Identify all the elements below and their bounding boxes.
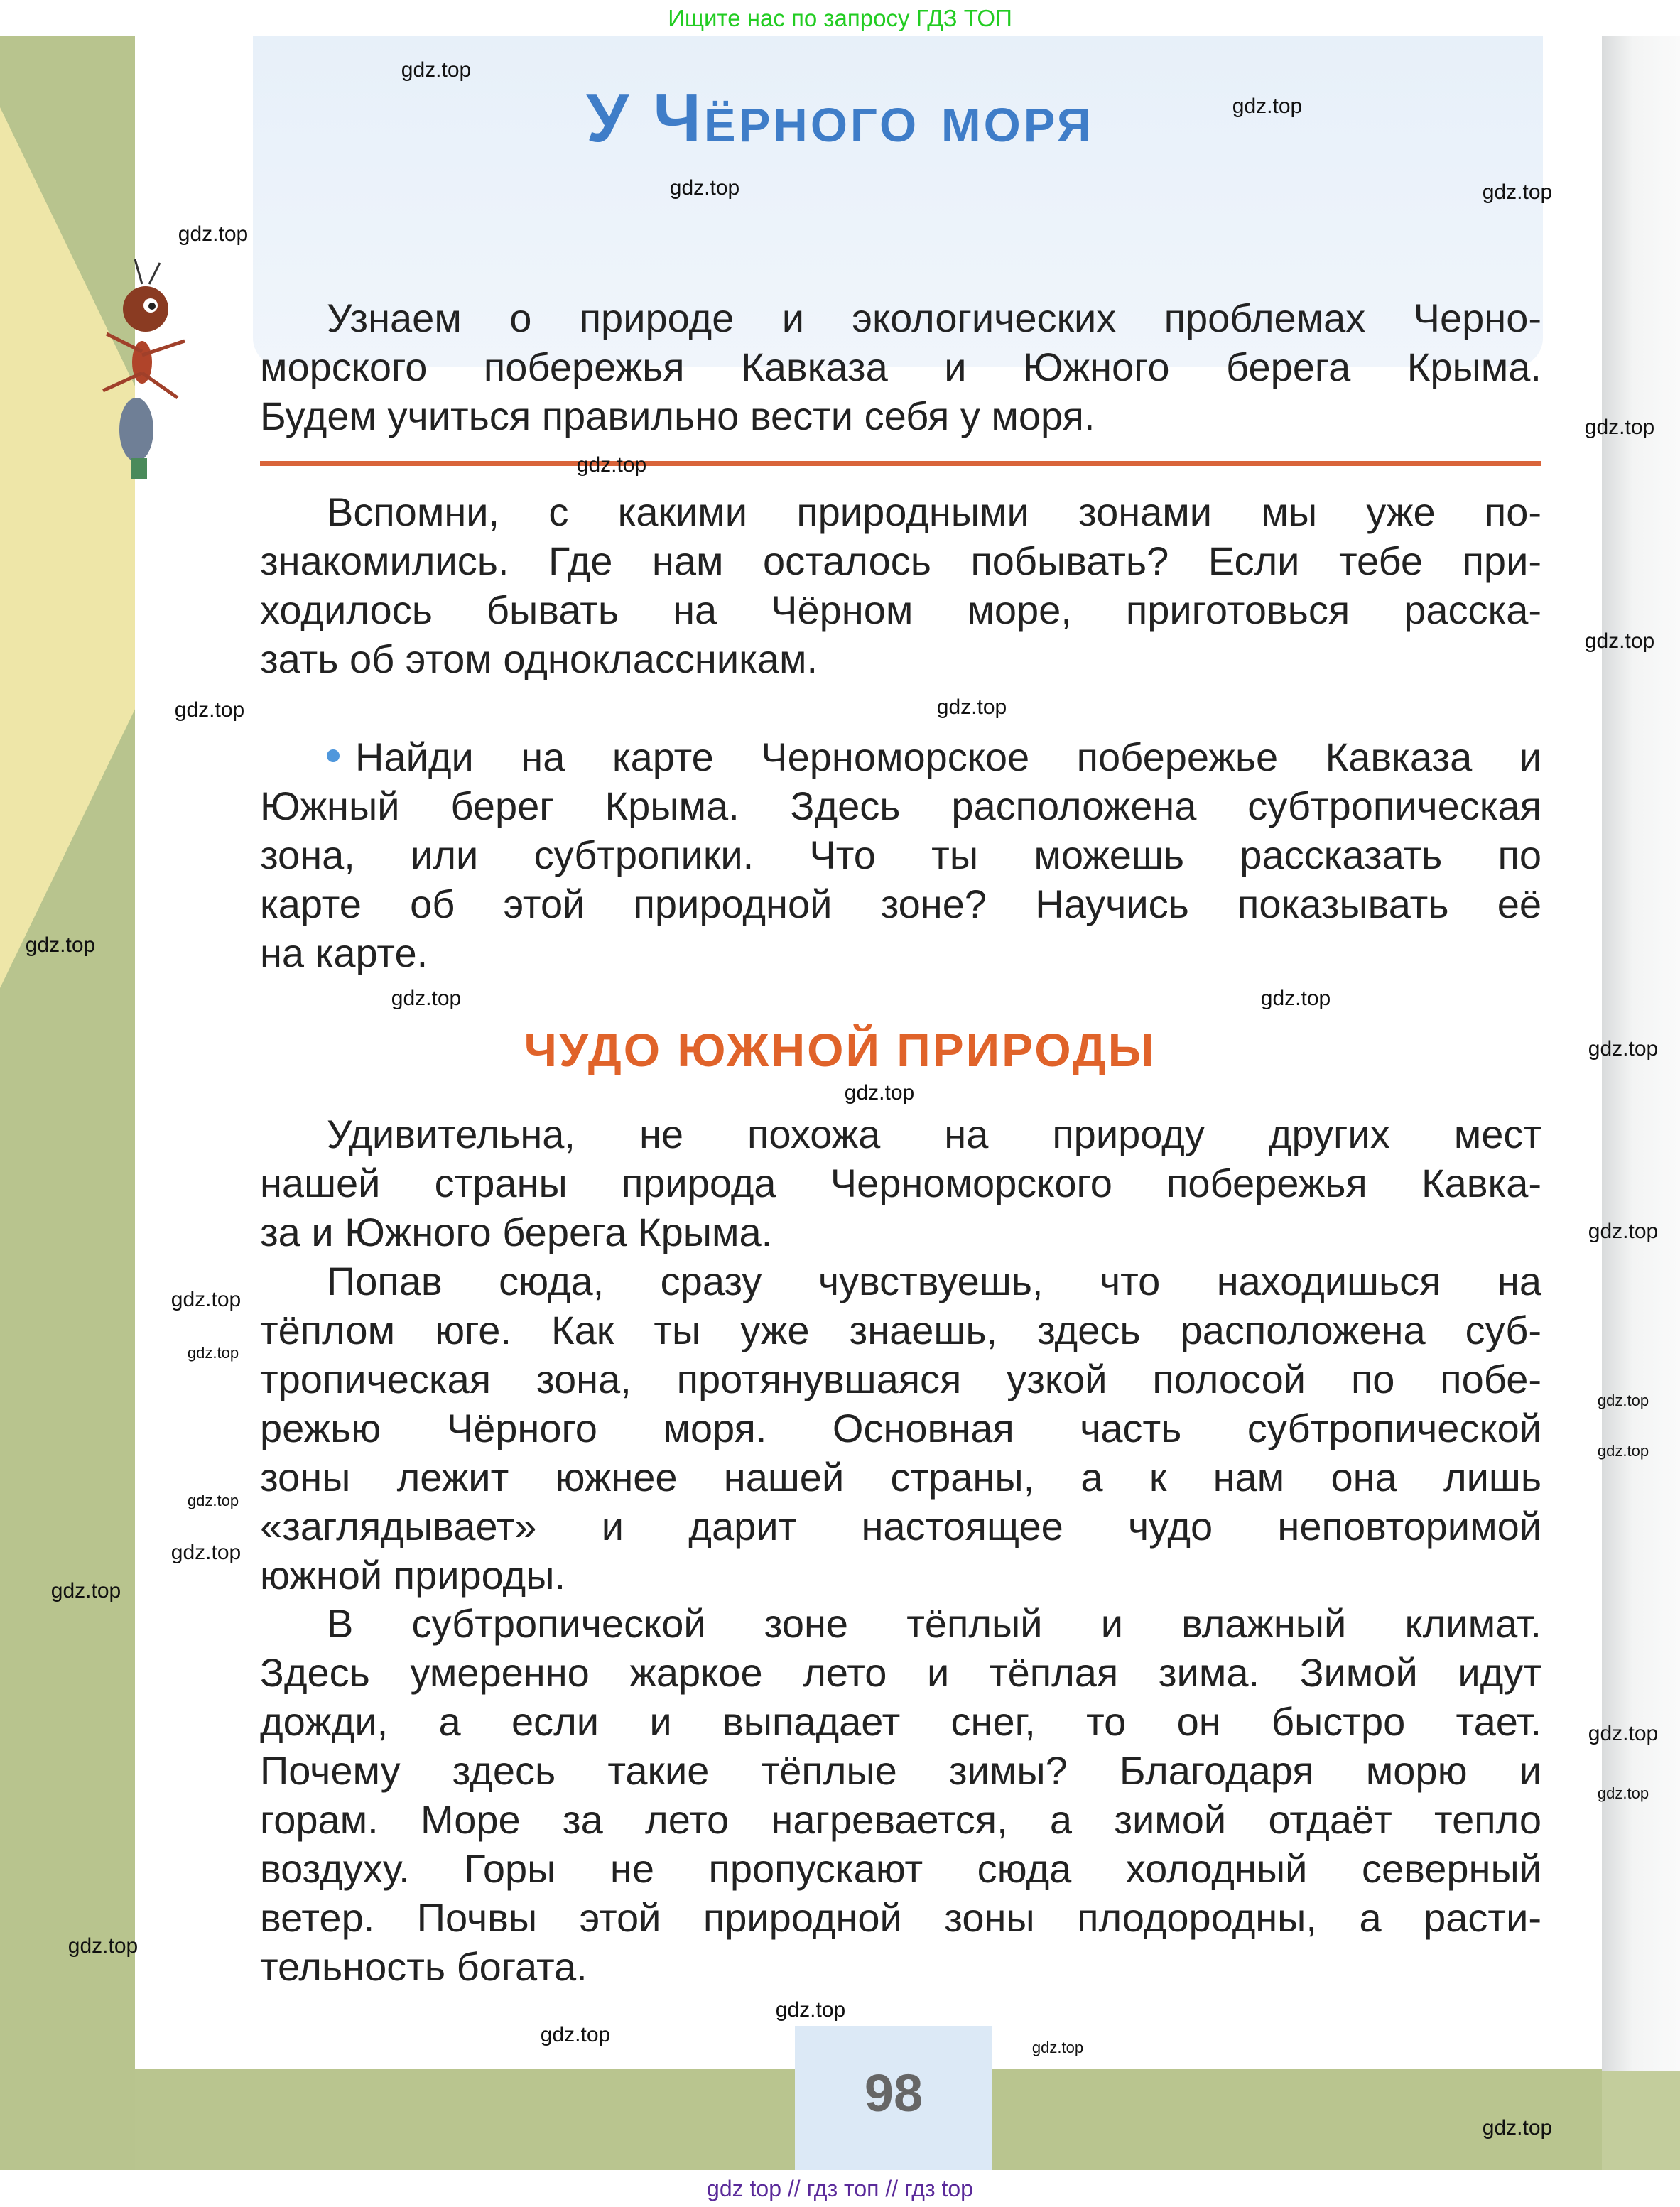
watermark: gdz.top: [1597, 1442, 1649, 1460]
bottom-banner: gdz top // гдз топ // гдз top: [0, 2170, 1680, 2207]
task-first-line: Найди на карте Черноморское побережье Кавказа и: [355, 734, 1541, 779]
watermark: gdz.top: [187, 1492, 239, 1509]
section-divider: [260, 461, 1541, 466]
watermark: gdz.top: [1031, 2039, 1084, 2056]
watermark: gdz.top: [1597, 1392, 1649, 1409]
watermark: gdz.top: [669, 176, 740, 200]
watermark: gdz.top: [174, 698, 245, 722]
text-line: [260, 732, 1541, 781]
watermark: gdz.top: [1584, 416, 1655, 439]
text-line: Здесь умеренно жаркое лето и тёплая зима. Зимой идут: [260, 1650, 1541, 1695]
watermark: gdz.top: [187, 1344, 239, 1362]
watermark: gdz.top: [1588, 1220, 1659, 1243]
text-line: Вспомни, с какими природными зонами мы уже по-: [327, 489, 1541, 534]
text-line: Будем учиться правильно вести себя у моря.: [260, 394, 1095, 438]
text-line: Почему здесь такие тёплые зимы? Благодаря морю и: [260, 1748, 1541, 1793]
text-line: режью Чёрного моря. Основная часть субтропической: [260, 1406, 1541, 1450]
text-line: зоны лежит южнее нашей страны, а к нам она лишь: [260, 1455, 1541, 1500]
watermark: gdz.top: [401, 58, 472, 82]
text-line: зать об этом одноклассникам.: [260, 636, 818, 681]
watermark: gdz.top: [775, 1998, 846, 2022]
text-line: ветер. Почвы этой природной зоны плодородны, а расти-: [260, 1895, 1541, 1940]
text-line: тёплом юге. Как ты уже знаешь, здесь расположена суб-: [260, 1308, 1541, 1352]
page-number-tab: [795, 2026, 992, 2170]
text-line: Южный берег Крыма. Здесь расположена субтропическая: [260, 783, 1541, 828]
text-line: Узнаем о природе и экологических проблемах Черно-: [327, 295, 1541, 340]
text-line: за и Южного берега Крыма.: [260, 1210, 773, 1254]
page-edge: [1602, 36, 1680, 2170]
watermark: gdz.top: [844, 1081, 915, 1105]
text-line: тельность богата.: [260, 1944, 587, 1989]
text-line: знакомились. Где нам осталось побывать? Если тебе при-: [260, 538, 1541, 583]
watermark: gdz.top: [1588, 1722, 1659, 1745]
watermark: gdz.top: [1232, 94, 1303, 118]
watermark: gdz.top: [50, 1579, 121, 1603]
bullet-icon: [327, 749, 340, 762]
text-line: ходилось бывать на Чёрном море, приготовься расска-: [260, 587, 1541, 632]
watermark: gdz.top: [170, 1541, 242, 1564]
watermark: gdz.top: [170, 1288, 242, 1311]
text-line: «заглядывает» и дарит настоящее чудо неповторимой: [260, 1504, 1541, 1549]
text-line: тропическая зона, протянувшаяся узкой полосой по побе-: [260, 1357, 1541, 1401]
section-heading: ЧУДО ЮЖНОЙ ПРИРОДЫ: [524, 1024, 1156, 1076]
paragraph-1: [260, 1110, 1541, 1257]
text-line: Попав сюда, сразу чувствуешь, что находишься на: [327, 1259, 1541, 1303]
text-line: южной природы.: [260, 1553, 566, 1598]
text-line: Удивительна, не похожа на природу других мест: [327, 1112, 1541, 1156]
recall-paragraph: [260, 487, 1541, 683]
text-line: морского побережья Кавказа и Южного берега Крыма.: [260, 345, 1541, 389]
page-edge-green: [1602, 2071, 1680, 2170]
watermark: gdz.top: [1482, 180, 1553, 204]
text-line: нашей страны природа Черноморского побережья Кавка-: [260, 1161, 1541, 1205]
ant-illustration-icon: [92, 256, 206, 483]
watermark: gdz.top: [1260, 987, 1331, 1010]
page-title: У Чёрного моря: [586, 80, 1094, 156]
page-number: 98: [864, 2064, 923, 2122]
watermark: gdz.top: [540, 2023, 611, 2046]
top-banner: Ищите нас по запросу ГДЗ ТОП: [0, 0, 1680, 36]
paragraph-3: [260, 1599, 1541, 1991]
watermark: gdz.top: [391, 987, 462, 1010]
task-paragraph: [260, 732, 1541, 977]
intro-paragraph: [260, 293, 1541, 440]
text-line: зона, или субтропики. Что ты можешь рассказать по: [260, 833, 1541, 877]
watermark: gdz.top: [67, 1934, 139, 1958]
watermark: gdz.top: [936, 695, 1007, 719]
text-line: карте об этой природной зоне? Научись показывать её: [260, 882, 1541, 926]
text-line: горам. Море за лето нагревается, а зимой отдаёт тепло: [260, 1797, 1541, 1842]
watermark: gdz.top: [1584, 629, 1655, 653]
watermark: gdz.top: [1482, 2116, 1553, 2140]
watermark: gdz.top: [25, 933, 96, 957]
watermark: gdz.top: [178, 222, 249, 246]
watermark: gdz.top: [1588, 1037, 1659, 1061]
text-line: В субтропической зоне тёплый и влажный климат.: [327, 1601, 1541, 1646]
text-line: воздуху. Горы не пропускают сюда холодный северный: [260, 1846, 1541, 1891]
text-line: дожди, а если и выпадает снег, то он быстро тает.: [260, 1699, 1541, 1744]
watermark: gdz.top: [1597, 1784, 1649, 1802]
watermark: gdz.top: [576, 453, 647, 477]
text-line: на карте.: [260, 931, 428, 975]
paragraph-2: [260, 1257, 1541, 1600]
